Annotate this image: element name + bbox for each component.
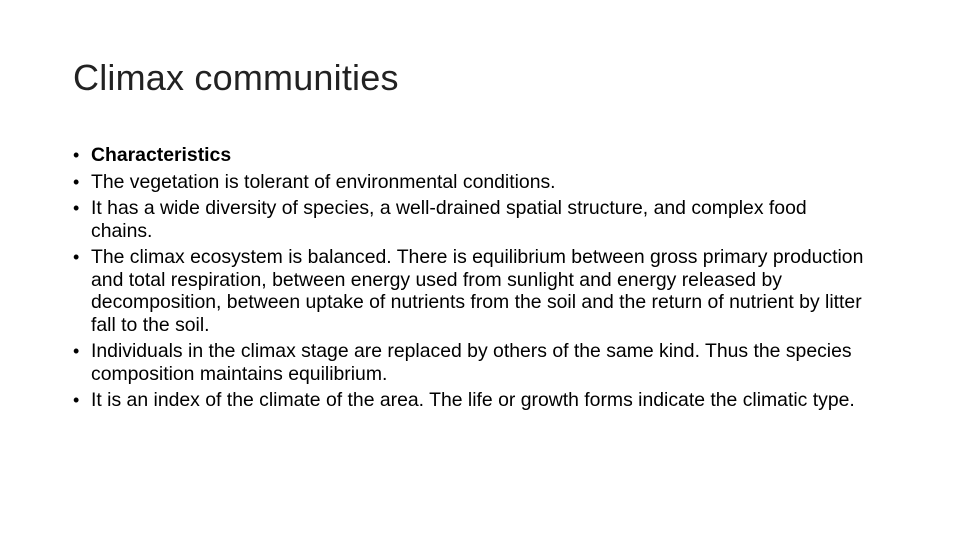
- bullet-text: Characteristics: [91, 144, 232, 166]
- bullet-text: It is an index of the climate of the area. The life or growth forms indicate the climatic type.: [91, 389, 855, 411]
- bullet-icon: •: [73, 145, 80, 165]
- bullet-text: The vegetation is tolerant of environmental conditions.: [91, 170, 556, 193]
- bullet-icon: •: [73, 341, 80, 361]
- bullet-list: [73, 144, 873, 416]
- bullet-text: Individuals in the climax stage are replaced by others of the same kind. Thus the species composition maintains equilibrium.: [91, 340, 852, 385]
- bullet-text: The climax ecosystem is balanced. There is equilibrium between gross primary production and total respiration, between energy used from sunlight and energy released by decomposition, between uptake of nutrients from the soil and the return of nutrient by litter fall to the soil.: [91, 246, 864, 336]
- bullet-icon: •: [73, 390, 80, 410]
- bullet-icon: •: [73, 247, 80, 267]
- bullet-item: [73, 389, 873, 412]
- bullet-item: [73, 340, 873, 385]
- bullet-item: [73, 197, 873, 242]
- bullet-item: [73, 246, 873, 336]
- bullet-text: It has a wide diversity of species, a well-drained spatial structure, and complex food chains.: [91, 197, 807, 242]
- bullet-icon: •: [73, 198, 80, 218]
- bullet-icon: •: [73, 171, 80, 192]
- bullet-item: [73, 144, 873, 167]
- slide-title: Climax communities: [73, 57, 399, 98]
- bullet-item: [73, 171, 873, 194]
